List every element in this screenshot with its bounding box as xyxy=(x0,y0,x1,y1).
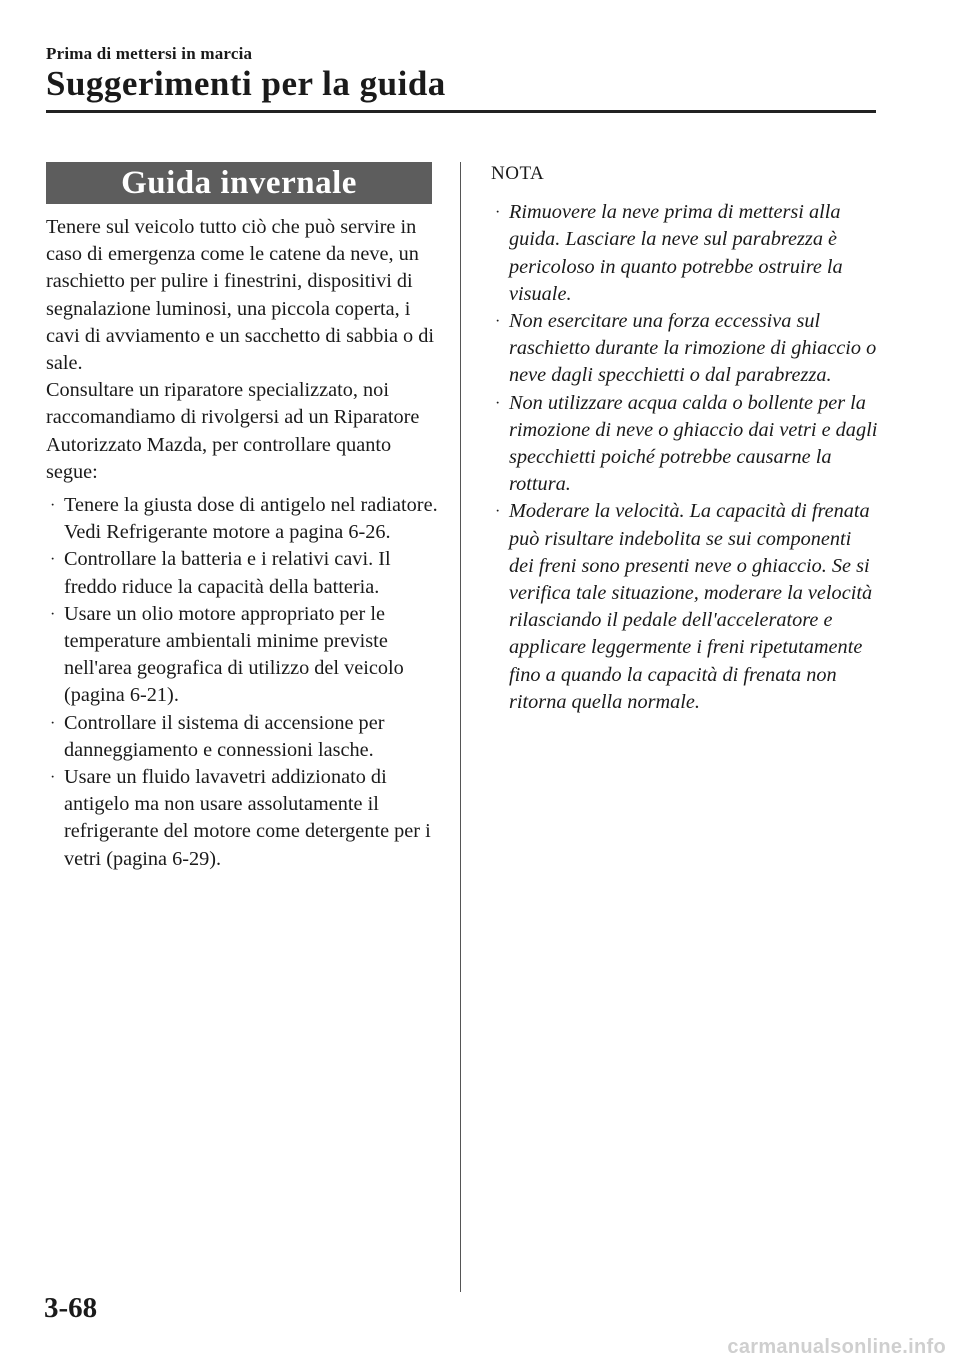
cross-reference: Vedi Refrigerante motore a pagina 6-26. xyxy=(64,521,391,544)
note-label: NOTA xyxy=(491,163,545,184)
note-list xyxy=(491,199,881,716)
breadcrumb: Prima di mettersi in marcia xyxy=(46,44,253,63)
title-rule xyxy=(46,110,876,113)
page-number: 3-68 xyxy=(44,1292,98,1324)
section-heading: Guida invernale xyxy=(46,162,432,204)
left-column xyxy=(46,214,438,873)
list-item: · Moderare la velocità. La capacità di frenata può risultare indebolita se sui componenti dei freni sono presenti neve o ghiaccio. Se si verifica tale situazione, moderare la velocità rilasciando il pedale dell'acceleratore e applicare leggermente i freni ripetutamente fino a quando la capacità di frenata non ritorna quella normale. xyxy=(495,500,873,713)
bullet-icon: · xyxy=(50,497,56,515)
intro-paragraph: Tenere sul veicolo tutto ciò che può servire in caso di emergenza come le catene da neve, un raschietto per pulire i finestrini, dispositivi di segnalazione luminosi, una piccola coperta, i cavi di avviamento e un sacchetto di sabbia o di sale. xyxy=(46,216,435,375)
list-item: · Usare un olio motore appropriato per le temperature ambientali minime previste nell'area geografica di utilizzo del veicolo (pagina 6-21). xyxy=(50,602,404,707)
list-item: · Controllare il sistema di accensione per danneggiamento e connessioni lasche. xyxy=(50,711,385,761)
note-column xyxy=(491,160,881,716)
bullet-icon: · xyxy=(50,605,56,623)
list-item: · Controllare la batteria e i relativi cavi. Il freddo riduce la capacità della batteria. xyxy=(50,548,391,598)
watermark: carmanualsonline.info xyxy=(727,1336,946,1358)
bullet-icon: · xyxy=(50,714,56,732)
bullet-icon: · xyxy=(495,313,501,331)
bullet-icon: · xyxy=(50,769,56,787)
list-item: · Rimuovere la neve prima di mettersi alla guida. Lasciare la neve sul parabrezza è pericoloso in quanto potrebbe ostruire la visuale. xyxy=(495,201,843,305)
bullet-icon: · xyxy=(495,204,501,222)
page-title: Suggerimenti per la guida xyxy=(46,64,446,103)
check-paragraph: Consultare un riparatore specializzato, noi raccomandiamo di rivolgersi ad un Riparatore Autorizzato Mazda, per controllare quanto segue: xyxy=(46,379,420,483)
list-item: · Usare un fluido lavavetri addizionato di antigelo ma non usare assolutamente il refrigerante del motore come detergente per i vetri (pagina 6-29). xyxy=(50,766,431,870)
list-item: · Non utilizzare acqua calda o bollente per la rimozione di neve o ghiaccio dai vetri e dagli specchietti poiché potrebbe causarne la rottura. xyxy=(495,391,878,496)
column-divider xyxy=(460,162,461,1292)
bullet-icon: · xyxy=(495,394,501,412)
check-list xyxy=(46,492,438,873)
list-item: · Tenere la giusta dose di antigelo nel radiatore. Vedi Refrigerante motore a pagina 6-26. xyxy=(50,494,438,544)
bullet-icon: · xyxy=(495,503,501,521)
list-item: · Non esercitare una forza eccessiva sul raschietto durante la rimozione di ghiaccio o neve dagli specchietti o dal parabrezza. xyxy=(495,310,877,387)
bullet-icon: · xyxy=(50,551,56,569)
